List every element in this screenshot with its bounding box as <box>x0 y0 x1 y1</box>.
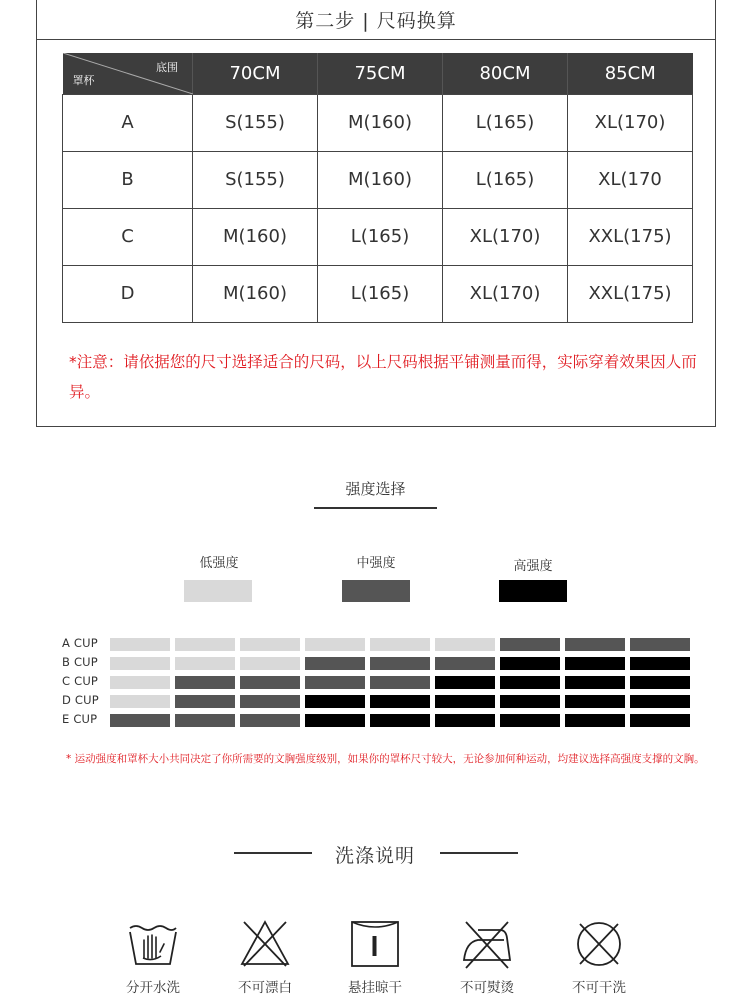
cup-cell: B <box>63 151 193 208</box>
table-row <box>63 265 693 322</box>
intensity-cell <box>370 714 430 727</box>
cup-cell: A <box>63 94 193 151</box>
intensity-cell <box>110 695 170 708</box>
wash-label: 不可漂白 <box>238 980 292 996</box>
intensity-cell <box>175 657 235 670</box>
intensity-cell <box>435 714 495 727</box>
size-cell: L(165) <box>318 265 443 322</box>
intensity-cell <box>435 695 495 708</box>
intensity-cell <box>240 638 300 651</box>
size-cell: M(160) <box>318 94 443 151</box>
intensity-title-underline <box>314 507 437 509</box>
intensity-cell <box>370 676 430 689</box>
intensity-cell <box>240 714 300 727</box>
size-cell: S(155) <box>193 151 318 208</box>
intensity-cell <box>630 714 690 727</box>
size-cell: M(160) <box>193 265 318 322</box>
wash-label: 分开水洗 <box>126 980 180 996</box>
intensity-cell <box>500 676 560 689</box>
size-cell: M(160) <box>193 208 318 265</box>
intensity-cell <box>500 714 560 727</box>
intensity-cell <box>175 676 235 689</box>
size-cell: L(165) <box>443 151 568 208</box>
table-corner-cell <box>63 53 193 94</box>
intensity-cell <box>565 676 625 689</box>
intensity-cell <box>370 638 430 651</box>
legend-swatch-low <box>184 580 252 602</box>
legend-swatch-high <box>499 580 567 602</box>
size-cell: S(155) <box>193 94 318 151</box>
no-dry-clean-icon <box>572 918 626 970</box>
wash-section-title: 洗涤说明 <box>334 845 415 867</box>
line-dry-icon <box>348 918 402 970</box>
size-cell: M(160) <box>318 151 443 208</box>
size-cell: XXL(175) <box>568 265 693 322</box>
intensity-cell <box>630 695 690 708</box>
size-table-header <box>63 53 693 94</box>
legend-label-low: 低强度 <box>199 556 239 571</box>
intensity-cell <box>240 695 300 708</box>
wash-title-line-right <box>440 852 518 854</box>
cup-row-label: A CUP <box>62 636 98 650</box>
corner-label-underbust: 底围 <box>156 61 178 74</box>
intensity-cell <box>500 657 560 670</box>
cup-row-label: E CUP <box>62 712 98 726</box>
intensity-cell <box>370 657 430 670</box>
intensity-cell <box>305 676 365 689</box>
intensity-cell <box>630 638 690 651</box>
no-bleach-icon <box>238 918 292 970</box>
table-row <box>63 208 693 265</box>
intensity-cell <box>500 638 560 651</box>
size-section-title: 第二步 | 尺码换算 <box>37 0 715 40</box>
intensity-cell <box>435 676 495 689</box>
intensity-cell <box>630 676 690 689</box>
intensity-cell <box>175 714 235 727</box>
intensity-cell <box>435 638 495 651</box>
intensity-cell <box>435 657 495 670</box>
size-cell: XL(170) <box>443 208 568 265</box>
legend-swatch-medium <box>342 580 410 602</box>
intensity-cell <box>110 676 170 689</box>
hand-wash-icon <box>126 918 180 970</box>
intensity-cell <box>110 657 170 670</box>
wash-label: 不可熨烫 <box>460 980 514 996</box>
intensity-note: * 运动强度和罩杯大小共同决定了你所需要的文胸强度级别，如果你的罩杯尺寸较大，无论参加何种运动，均建议选择高强度支撑的文胸。 <box>66 753 705 765</box>
wash-label: 不可干洗 <box>572 980 626 996</box>
intensity-cell <box>175 695 235 708</box>
intensity-cell <box>305 695 365 708</box>
cup-cell: D <box>63 265 193 322</box>
corner-label-cup: 罩杯 <box>72 73 95 87</box>
size-table <box>62 53 693 323</box>
intensity-cell <box>240 657 300 670</box>
legend-label-high: 高强度 <box>513 559 553 574</box>
cup-row-label: B CUP <box>62 655 98 669</box>
size-cell: L(165) <box>443 94 568 151</box>
intensity-cell <box>565 695 625 708</box>
intensity-cell <box>175 638 235 651</box>
size-cell: XXL(175) <box>568 208 693 265</box>
intensity-cell <box>305 638 365 651</box>
intensity-cell <box>565 657 625 670</box>
column-header: 80CM <box>443 53 568 94</box>
size-note: *注意：请依据您的尺寸选择适合的尺码，以上尺码根据平铺测量而得，实际穿着效果因人而异。 <box>69 353 697 401</box>
size-cell: XL(170) <box>568 94 693 151</box>
size-cell: L(165) <box>318 208 443 265</box>
intensity-cell <box>370 695 430 708</box>
intensity-cell <box>565 638 625 651</box>
legend-label-medium: 中强度 <box>356 556 396 571</box>
column-header: 75CM <box>318 53 443 94</box>
cup-row-label: D CUP <box>62 693 99 707</box>
intensity-cell <box>110 714 170 727</box>
intensity-cell <box>500 695 560 708</box>
table-row <box>63 151 693 208</box>
column-header: 70CM <box>193 53 318 94</box>
cup-row-label: C CUP <box>62 674 99 688</box>
wash-title-line-left <box>234 852 312 854</box>
intensity-cell <box>565 714 625 727</box>
size-cell: XL(170) <box>443 265 568 322</box>
table-row <box>63 94 693 151</box>
intensity-cell <box>110 638 170 651</box>
size-chart-section <box>36 0 716 427</box>
wash-label: 悬挂晾干 <box>348 980 402 996</box>
no-iron-icon <box>460 918 514 970</box>
intensity-cell <box>305 714 365 727</box>
intensity-cell <box>240 676 300 689</box>
intensity-section-title: 强度选择 <box>345 480 406 498</box>
intensity-cell <box>305 657 365 670</box>
size-cell: XL(170 <box>568 151 693 208</box>
column-header: 85CM <box>568 53 693 94</box>
cup-cell: C <box>63 208 193 265</box>
intensity-cell <box>630 657 690 670</box>
